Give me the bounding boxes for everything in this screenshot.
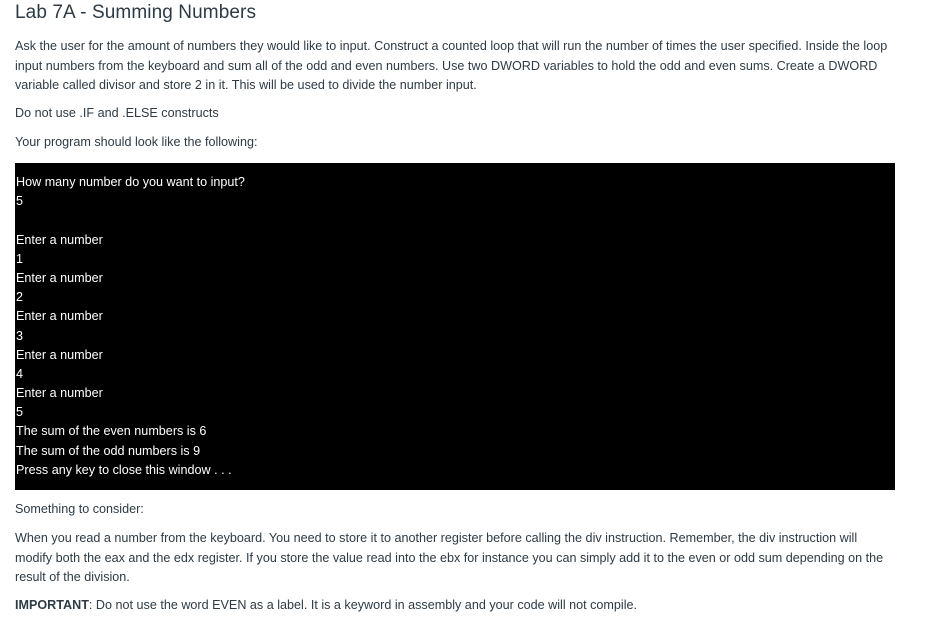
- no-if-note: Do not use .IF and .ELSE constructs: [15, 106, 219, 120]
- console-line: 5: [16, 194, 24, 209]
- console-line: 2: [16, 290, 24, 305]
- important-note: [15, 596, 895, 616]
- important-label: IMPORTANT: [15, 598, 89, 612]
- console-line: Enter a number: [16, 347, 103, 362]
- console-line: Press any key to close this window . . .: [16, 462, 232, 477]
- look-like-text: Your program should look like the following:: [15, 135, 258, 149]
- console-line: 5: [16, 405, 24, 420]
- important-text: : Do not use the word EVEN as a label. It is a keyword in assembly and your code will not compile.: [88, 598, 638, 612]
- console-line: 1: [16, 251, 24, 266]
- console-line: 3: [16, 328, 24, 343]
- console-line: How many number do you want to input?: [16, 175, 245, 189]
- console-line: [15, 211, 895, 230]
- page-title: Lab 7A - Summing Numbers: [15, 2, 257, 23]
- console-line: Enter a number: [16, 309, 103, 324]
- consider-heading: Something to consider:: [15, 502, 144, 516]
- console-line: Enter a number: [16, 232, 103, 247]
- console-output: [15, 163, 895, 490]
- console-line: Enter a number: [16, 270, 103, 285]
- console-line: 4: [16, 366, 24, 381]
- consider-paragraph: When you read a number from the keyboard. You need to store it to another register before calling the div instruction. Remember, the div instruction will modify both the eax and the edx register. If you store the value read into the ebx for instance you can simply add it to the even or odd sum depending on the result of the division.: [15, 531, 884, 584]
- console-line: The sum of the odd numbers is 9: [16, 443, 201, 458]
- console-line: The sum of the even numbers is 6: [16, 424, 207, 439]
- instructions-paragraph: Ask the user for the amount of numbers they would like to input. Construct a counted loop that will run the number of times the user specified. Inside the loop input numbers from the keyboard and sum all of the odd and even numbers. Use two DWORD variables to hold the odd and even sums. Create a DWORD variable called divisor and store 2 in it. This will be used to divide the number input.: [15, 39, 888, 92]
- console-line: Enter a number: [16, 386, 103, 401]
